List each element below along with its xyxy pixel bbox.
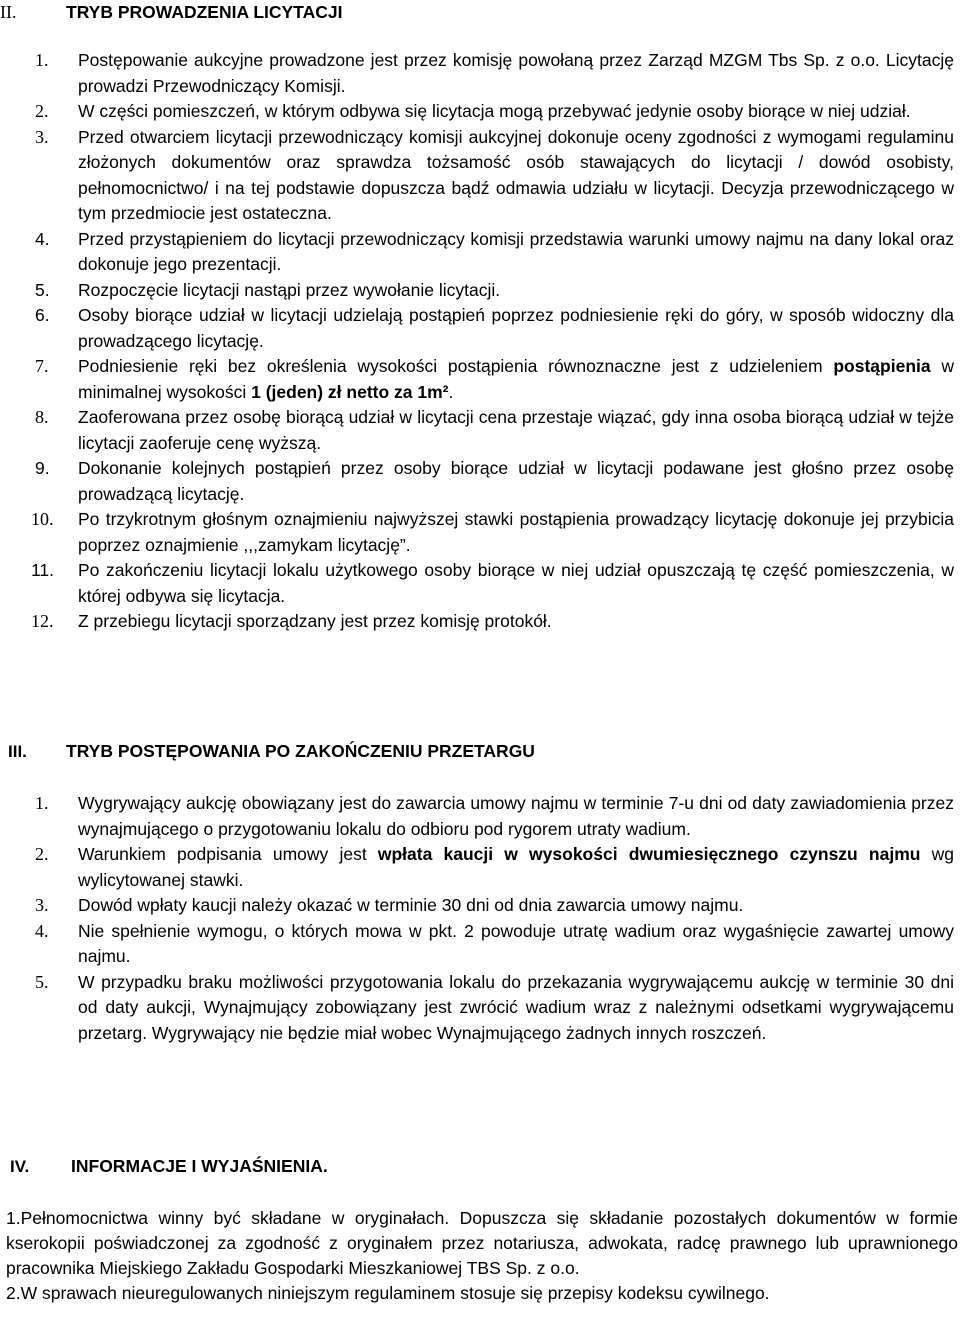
section-4-heading (10, 1156, 956, 1177)
item-number: 5. (35, 279, 50, 300)
list-item (6, 405, 956, 456)
list-item (6, 456, 956, 507)
item-number: 3. (35, 895, 49, 915)
item-text: Wygrywający aukcję obowiązany jest do zawarcia umowy najmu w terminie 7-u dni od daty zawiadomienia przez wynajmującego o przygotowaniu lokalu do odbioru pod rygorem utraty wadium. (78, 793, 954, 839)
item-number: 1. (35, 50, 49, 70)
bold-text: 1 (jeden) zł netto za 1m² (251, 381, 449, 402)
bold-text: wpłata kaucji w wysokości dwumiesięcznego czynszu najmu (377, 844, 921, 864)
section-2-title: TRYB PROWADZENIA LICYTACJI (66, 2, 343, 22)
list-item (6, 507, 956, 558)
info-paragraph: 1.Pełnomocnictwa winny być składane w oryginałach. Dopuszcza się składanie pozostałych dokumentów w formie kserokopii poświadczonej za zgodność z oryginałem przez notariusza, adwokata, radcę prawnego lub uprawnionego pracownika Miejskiego Zakładu Gospodarki Mieszkaniowej TBS Sp. z o.o. (6, 1208, 958, 1278)
list-item (6, 48, 956, 99)
item-number: 8. (35, 407, 49, 427)
item-number: 2. (35, 844, 49, 864)
list-item (6, 842, 956, 893)
bold-text: postąpienia (833, 356, 931, 376)
item-number: 10. (31, 509, 54, 529)
item-text: Nie spełnienie wymogu, o których mowa w pkt. 2 powoduje utratę wadium oraz wygaśnięcie zawartej umowy najmu. (78, 920, 954, 966)
section-2-list (6, 48, 956, 635)
item-number: 7. (35, 356, 49, 376)
item-number: 11. (31, 560, 55, 580)
info-paragraph: 2.W sprawach nieuregulowanych niniejszym regulaminem stosuje się przepisy kodeksu cywilnego. (6, 1283, 770, 1303)
item-text: W części pomieszczeń, w którym odbywa się licytacja mogą przebywać jedynie osoby biorące w niej udział. (78, 101, 911, 121)
section-4-paragraphs (0, 1206, 960, 1306)
section-3-list (6, 791, 956, 1046)
item-number: 9. (35, 458, 50, 478)
item-number: 4. (35, 920, 49, 941)
list-item (6, 970, 956, 1047)
list-item (6, 791, 956, 842)
item-text: Dowód wpłaty kaucji należy okazać w terminie 30 dni od dnia zawarcia umowy najmu. (78, 895, 744, 915)
item-text: Przed otwarciem licytacji przewodniczący komisji aukcyjnej dokonuje oceny zgodności z wymogami regulaminu złożonych dokumentów oraz sprawdza tożsamość osób stawających do licytacji / dowód osobisty, pełnomocnictwo/ i na tej podstawie dopuszcza bądź odmawia udziału w licytacji. Decyzja przewodniczącego w tym przedmiocie jest ostateczna. (78, 126, 954, 223)
list-item (6, 278, 956, 304)
item-number: 6. (35, 305, 50, 325)
list-item (6, 303, 956, 354)
item-number: 4. (35, 228, 50, 249)
item-number: 3. (35, 126, 49, 147)
list-item (6, 125, 956, 227)
item-text: Postępowanie aukcyjne prowadzone jest przez komisję powołaną przez Zarząd MZGM Tbs Sp. z o.o. Licytację prowadzi Przewodniczący Komisji. (78, 50, 954, 96)
item-number: 1. (35, 793, 49, 813)
section-3-number: III. (8, 742, 27, 761)
list-item (6, 919, 956, 970)
item-text: Warunkiem podpisania umowy jest wpłata kaucji w wysokości dwumiesięcznego czynszu najmu wg wylicytowanej stawki. (78, 844, 955, 890)
list-item (6, 609, 956, 635)
list-item (6, 893, 956, 919)
item-text: Przed przystąpieniem do licytacji przewodniczący komisji przedstawia warunki umowy najmu na dany lokal oraz dokonuje jego prezentacji. (78, 228, 954, 274)
list-item (6, 558, 956, 609)
section-2-number: II. (0, 2, 17, 22)
item-text: Po zakończeniu licytacji lokalu użytkowego osoby biorące w niej udział opuszczają tę część pomieszczenia, w której odbywa się licytacja. (78, 560, 954, 606)
item-text: Po trzykrotnym głośnym oznajmieniu najwyższej stawki postąpienia prowadzący licytację dokonuje jej przybicia poprzez oznajmienie ,,,zamykam licytację”. (78, 509, 954, 555)
item-text: Z przebiegu licytacji sporządzany jest przez komisję protokół. (78, 611, 552, 631)
item-number: 12. (31, 611, 54, 631)
item-number: 2. (35, 101, 49, 121)
item-text: Dokonanie kolejnych postąpień przez osoby biorące udział w licytacji podawane jest głośno przez osobę prowadzącą licytację. (78, 458, 954, 504)
section-2-heading (0, 2, 960, 23)
item-text: Rozpoczęcie licytacji nastąpi przez wywołanie licytacji. (78, 279, 501, 300)
list-item (6, 99, 956, 125)
item-text: W przypadku braku możliwości przygotowania lokalu do przekazania wygrywającemu aukcję w terminie 30 dni od daty aukcji, Wynajmujący zobowiązany jest zwrócić wadium wraz z należnymi odsetkami wygrywającemu przetarg. Wygrywający nie będzie miał wobec Wynajmującego żadnych innych roszczeń. (78, 971, 954, 1043)
section-4-title: INFORMACJE I WYJAŚNIENIA. (71, 1156, 328, 1176)
item-number: 5. (35, 971, 49, 992)
list-item (6, 227, 956, 278)
section-4-number: IV. (10, 1157, 30, 1176)
item-text: Zaoferowana przez osobę biorącą udział w licytacji cena przestaje wiązać, gdy inna osoba biorącą udział w tejże licytacji zaoferuje cenę wyższą. (78, 407, 954, 453)
item-text: Osoby biorące udział w licytacji udzielają postąpień poprzez podniesienie ręki do góry, w sposób widoczny dla prowadzącego licytację. (78, 305, 954, 351)
section-3-title: TRYB POSTĘPOWANIA PO ZAKOŃCZENIU PRZETARGU (66, 741, 535, 761)
section-3-heading (8, 741, 958, 762)
list-item (6, 354, 956, 405)
item-text: Podniesienie ręki bez określenia wysokości postąpienia równoznaczne jest z udzieleniem postąpienia w minimalnej wysokości 1 (jeden) zł netto za 1m². (78, 356, 954, 402)
